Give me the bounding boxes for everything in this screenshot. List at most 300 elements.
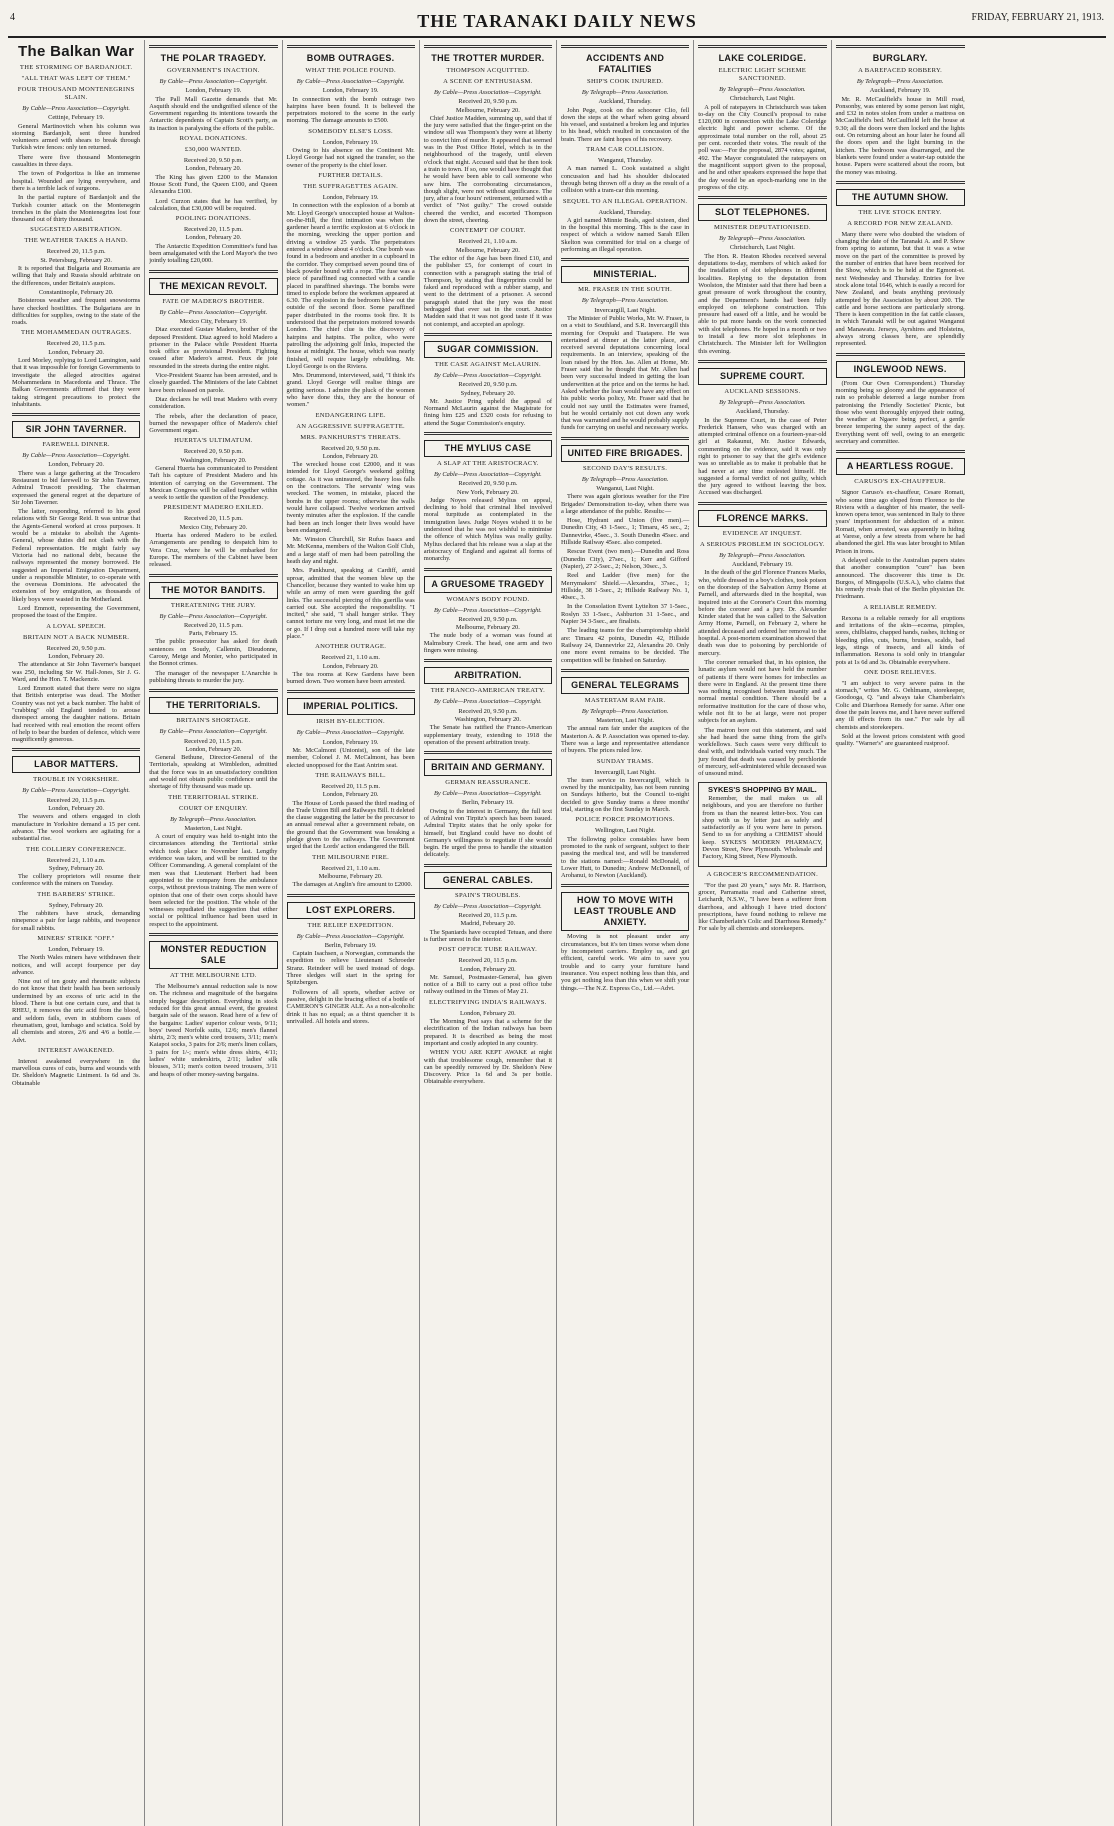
subheadline: FOUR THOUSAND MONTENEGRINS SLAIN. [17,86,135,101]
article-paragraph: The editor of the Age has been fined £10, and the publisher £5, for contempt of court in connection with a paragraph stating the trial of Thompson, by stating that fingerprints could be faked and reproduced with a rubber stamp, and went to the detriment of a prisoner. A second paragraph stated that the jury was the most bedragged that ever sat in the court. Justice Madden said that it was not good taste if it was not contempt, and accepted an apology. [423,254,552,328]
subheadline: PRESIDENT MADERO EXILED. [163,504,264,512]
article-paragraph: The tram service in Invercargill, which is owned by the municipality, has not been running on Sundays hitherto, but the Council to-night decided to give Sunday trams a three months' trial, starting on the first Sunday in March. [561,776,690,814]
dateline: Received 20, 11.5 p.m. [46,796,106,804]
dateline: Received 20, 11.5 p.m. [183,515,243,523]
issue-date: FRIDAY, FEBRUARY 21, 1913. [971,12,1104,23]
dateline: St. Petersburg, February 20. [40,256,112,264]
column-rule [424,432,552,435]
subheadline: GOVERNMENT'S INACTION. [166,67,260,74]
article-paragraph: Many there were who doubted the wisdom of changing the date of the Taranaki A. and P. Show from spring to autumn, but that it was a wise move on the part of the committee is proved by the number of entries that have been received for the Show, which is to be held at the Egmont-st. next Wednesday and Thursday. Entries for live stock alone total 1646, which is easily a record for New Zealand, and beats anything previously attempted by the Association by about 200. The cattle and horse sections are particularly strong. There is keen competition in the fat cattle classes, in which Taranaki will be out against Wanganui and Manawatu. Jerseys, Ayrshires and Holsteins, always strong classes here, are splendidly represented. [835,230,965,348]
article-paragraph: Mr. Winston Churchill, Sir Rufus Isaacs and Mr. McKenna, members of the Walton Golf Club, and a large staff of men had been patrolling the heath day and night. [286,536,415,566]
dateline: London, February 20. [322,452,379,460]
byline: By Cable—Press Association—Copyright. [22,452,130,460]
article-headline: ARBITRATION. [424,667,552,684]
byline: By Telegraph—Press Association. [581,89,669,96]
article-paragraph: "I am subject to very severe pains in the stomach," writes Mr. G. Oehlmann, storekeeper, Goodooga, Q. "and always take Chamberlain's Colic and Diarrhoea Remedy for same. After one dose the pain leaves me, and I have never suffered any ill effects from its use." For sale by all chemists and storekeepers. [835,679,965,731]
subheadline: THE SUFFRAGETTES AGAIN. [303,182,399,190]
dateline: London, February 20. [322,791,379,799]
article-paragraph: A man named L. Cook sustained a slight concussion and had his shoulder dislocated through being thrown off a dray as the result of a collision with a tram-car this morning. [561,165,690,195]
article-paragraph: Mrs. Pankhurst, speaking at Cardiff, amid uproar, admitted that the women blew up the Chancellor, because they wanted to wake him up while an army of men were guarding the golf links. The successful piercing of this guerilla was carried out. She accepted the responsibility. "I incited," she said, "I shall hunger strike. They cannot torture me very long, and must let me die or go. If I drop out a hundred more will take my place." [286,567,415,640]
subheadline: TROUBLE IN YORKSHIRE. [33,776,120,784]
article-paragraph: A court of enquiry was held to-night into the circumstances attending the Territorial strike which took place in November last. Lengthy evidence was taken, and will be remitted to the Officer Commanding. A general complaint of the men was that Lieutenant Herbert had been appointed to the company from the ambulance corps, without previous training. The men were of opinion that one of their own corps should have been selected for the position. The whole of the witnesses repudiated the suggestion that either social or political influence had been used in respect to the appointment. [149,833,278,928]
article-paragraph: Rexona is a reliable remedy for all eruptions and irritations of the skin—eczema, pimples, sores, chilblains, chapped hands, rashes, itching or bleeding piles, cuts, burns, bruises, scalds, bad legs, stings of insects, and all kinds of inflammation. Rexona is sold only in triangular pots at 1s 6d and 3s. Obtainable everywhere. [835,614,965,666]
column-rule [698,45,826,48]
article-headline: SUPREME COURT. [698,368,826,385]
article-paragraph: The wrecked house cost £2000, and it was intended for Lloyd George's weekend golfing cottage. As it was uninsured, the heavy loss falls on the contractors. The servants' wing was wrecked. The women, in mistake, placed the bombs in the upper rooms; otherwise the walls would have collapsed. Twelve workmen arrived twenty minutes after the explosion. If the candle had been an inch longer their lives would have been endangered. [286,461,415,534]
article-paragraph: In connection with the explosion of a bomb at Mr. Lloyd George's unoccupied house at Walton-on-the-Hill, the first intimation was when the gardener heard a terrific explosion at 6 o'clock in the morning, wrecking the upper portion and driving a window 25 yards. The perpetrators entered a window about 4 o'clock. One bomb was found in a bedroom and another in a cupboard in the corridor. They comprised seven pound tins of black powder bound with a rope. The fuse was a piece of paraffined rag connected with a candle placed in paraffined shavings. The bombs were timed to explode before the workmen appeared at 6.30. The explosion in the bedroom blew out the outside of the second floor. Some paraffined paper distributed in the rooms took fire. It is understood that the perpetrators motored towards London. The chief clue is the discovery of hairpins and hatpins. The police, who were patrolling the adjoining golf links, inspected the house at midnight. The house, which was nearly finished, will require largely rebuilding. Mr. Lloyd George is on the Riviera. [286,202,415,370]
article-paragraph: Rescue Event (two men).—Dunedin and Ross (Dunedin City), 27sec., 1; Kerr and Gifford (Napier), 27 2-5sec., 2; Nelson, 30sec., 3. [561,548,690,570]
dateline: Berlin, February 19. [324,941,377,949]
dateline: London, February 19. [322,738,379,746]
byline: By Telegraph—Press Association. [719,551,806,559]
subheadline: SUNDAY TRAMS. [596,757,654,765]
dateline: Invercargill, Last Night. [594,768,656,776]
article-headline: LOST EXPLORERS. [287,902,415,919]
column-rule [836,450,965,453]
dateline: Received 20, 9.50 p.m. [183,448,243,456]
article-headline: THE TROTTER MURDER. [431,53,545,63]
dateline: Cettinje, February 19. [48,114,105,122]
dateline: Auckland, Thursday. [598,208,652,216]
byline: By Cable—Press Association—Copyright. [159,78,268,85]
column-rule [12,413,140,416]
byline: By Telegraph—Press Association. [719,235,806,243]
column-6 [694,40,831,1826]
subheadline: BRITAIN'S SHORTAGE. [176,717,251,725]
article-paragraph: The House of Lords passed the third reading of the Trade Union Bill and Railways Bill. It deleted the clause suggesting the latter be the precursor to an annual renewal after a government rebate, on the ground that the Government was breaking a pledge given to the railways. The Government urged that the Lords' action endangered the Bill. [286,799,415,851]
column-7 [832,40,969,1826]
subheadline: FURTHER DETAILS. [318,171,383,179]
subheadline: ELECTRIC LIGHT SCHEME SANCTIONED. [718,67,807,82]
dateline: Received 20, 9.50 p.m. [458,480,518,488]
dateline: Paris, February 15. [189,630,238,638]
article-paragraph: In connection with the bomb outrage two hairpins have been found. It is believed the perpetrators motored to the scene in the early morning. The damage amounts to £500. [286,95,415,125]
subheadline: A BAREFACED ROBBERY. [858,67,943,74]
article-paragraph: In the Supreme Court, in the case of Peter Frederick Hansen, who was charged with an attempted criminal offence on a fourteen-year-old girl at Rakaunui, Mr. Justice Edwards, commenting on the evidence, said it was only right to prisoner to say that the girl's evidence was so unreliable as to make it probable that he had never at any time molested himself. He suggested a formal verdict of not guilty, which the jury agreed to without leaving the box. Accused was discharged. [698,416,827,497]
article-paragraph: Signor Caruso's ex-chauffeur, Cesare Romati, who some time ago eloped from Florence to the Riviera with a daughter of his master, the well-known opera tenor, was sentenced in Italy to three years' imprisonment for abduction of a minor. Romati, when arrested, was apparently in hiding at Varese, only a few streets from where he had abandoned the girl. His was later brought to Milan Prison in irons. [835,489,965,555]
article-paragraph: The Morning Post says that a scheme for the electrification of the Indian railways has been prepared. It is described as being the most important and costly adopted in any country. [423,1018,552,1047]
byline: By Telegraph—Press Association. [581,475,669,483]
subheadline: POLICE FORCE PROMOTIONS. [575,816,675,824]
dateline: Received 20, 11.5 p.m. [458,912,518,920]
byline: By Telegraph—Press Association. [719,398,806,406]
article-headline: LABOR MATTERS. [12,756,140,773]
article-paragraph: General Martinovitch when his column was storming Bardanjolt, sent three hundred volunteers armed with shears to break through Turkish wire fences: only ten returned. [12,122,141,152]
article-paragraph: The coroner remarked that, in his opinion, the lunatic asylum would not have held the number of patients if there were homes for imbeciles as there were in England. At the present time there was nothing recognised between insanity and a normal mental condition. There should be a reformative institution for the care of those who, while not fit to be at large, were not proper subjects for an asylum. [698,658,827,725]
dateline: London, February 19. [48,945,104,953]
subheadline: MINERS' STRIKE "OFF." [37,934,115,942]
column-rule [698,196,826,199]
subheadline: A SERIOUS PROBLEM IN SOCIOLOGY. [699,540,825,548]
subheadline: AUCKLAND SESSIONS. [724,387,801,395]
dateline: Wanganui, Last Night. [596,484,654,492]
article-paragraph: It is reported that Bulgaria and Roumania are willing that Italy and Russia should arbitrate on the differences, under Britain's auspices. [12,265,141,287]
subheadline: IRISH BY-ELECTION. [316,718,386,726]
dateline: Received 20, 9.50 p.m. [458,707,518,715]
column-rule [424,45,552,48]
dateline: Madrid, February 20. [460,920,516,928]
dateline: London, February 19. [322,87,379,95]
article-paragraph: Diaz executed Gustav Madero, brother of the deposed President. Diaz agreed to hold Madero a prisoner in the Palace while President Huerta took office as provisional President. Fighting ceased after Madero's arrest. Feux de joie resounded in the streets during the entire night. [149,326,278,370]
column-rule [836,353,965,356]
subheadline: SPAIN'S TROUBLES. [455,891,521,899]
byline: By Cable—Press Association—Copyright. [159,308,268,316]
dateline: Constantinople, February 20. [38,288,114,296]
subheadline: WHAT THE POLICE FOUND. [305,67,396,74]
article-paragraph: Lord Emmott stated that there were no signs that British enterprise was dead. The Mother Country was not yet a back number. The habit of "crabbing" old England tended to arouse disrespect among the daughter nations. Britain had received with real emotion the recent offers of help to bear the burden of defence, which were magnificently generous. [12,685,141,744]
byline: By Cable—Press Association—Copyright. [296,78,405,85]
dateline: Received 20, 9.50 p.m. [46,644,106,652]
article-paragraph: Interest awakened everywhere in the marvellous cures of cuts, burns and wounds with Dr. Sheldon's Magnetic Liniment. Is 6d and 3s. Obtainable [12,1057,141,1087]
subheadline: ELECTRIFYING INDIA'S RAILWAYS. [429,998,547,1006]
dateline: Melbourne, February 20. [318,872,383,880]
column-5 [557,40,694,1826]
byline: By Cable—Press Association—Copyright. [159,612,268,620]
dateline: Received 20, 11.5 p.m. [458,957,518,965]
subheadline: A RECORD FOR NEW ZEALAND. [847,219,953,227]
dateline: London, February 19. [322,138,379,146]
article-paragraph: Lord Emmott, representing the Government, proposed the toast of the Empire. [12,605,141,620]
article-headline: FLORENCE MARKS. [698,510,826,527]
column-rule [149,689,277,692]
column-3 [283,40,420,1826]
column-rule [12,748,140,751]
subheadline: THOMPSON ACQUITTED. [446,67,530,74]
column-rule [424,333,552,336]
dateline: Received 21, 1.10 a.m. [321,864,380,872]
subheadline: AN AGGRESSIVE SUFFRAGETTE. [296,422,405,430]
dateline: Received 20, 11.5 p.m. [183,737,243,745]
column-rule [149,574,277,577]
subheadline: THE RAILWAYS BILL. [315,771,387,779]
byline: By Cable—Press Association—Copyright. [22,787,130,795]
advertisement [698,782,826,867]
dateline: Christchurch, Last Night. [729,95,795,103]
subheadline: A LOYAL SPEECH. [46,622,106,630]
article-paragraph: A poll of ratepayers in Christchurch was taken to-day on the City Council's proposal to raise £120,000 in connection with the Lake Coleridge electric light and power scheme. Of the approximate total number on the roll, about 25 per cent. recorded their votes. The result of the poll was:—For the proposal, 2874 votes; against, 492. The Mayor congratulated the ratepayers on the magnificent support given to the proposal, and he and other speakers expressed the hope that the day would be an epoch-marking one in the progress of the city. [698,103,827,191]
dateline: Masterton, Last Night. [184,824,243,832]
subheadline: AT THE MELBOURNE LTD. [169,972,257,980]
article-paragraph: In the partial rupture of Bardanjolt and the Turkish counter attack on the Montenegrin trenches in the plain the Montenegrins lost four thousand out of thirty thousand. [12,194,141,224]
subheadline: "ALL THAT WAS LEFT OF THEM." [21,75,131,82]
column-rule [149,933,277,936]
subheadline: £30,000 WANTED. [184,146,242,154]
article-paragraph: Lord Morley, replying to Lord Lamington, said that it was impossible for foreign Governments to investigate the alleged atrocities against Mohammedans in Macedonia and Thrace. The Balkan Governments affirmed that they were taking stringent precautions to protect the inhabitants. [12,357,141,408]
column-4 [420,40,557,1826]
dateline: Masterton, Last Night. [596,717,655,725]
dateline: Received 20, 11.5 p.m. [46,248,106,256]
byline: By Cable—Press Association—Copyright. [433,606,542,614]
dateline: Auckland, Thursday. [735,408,789,416]
dateline: Mexico City, February 20. [179,523,248,531]
article-paragraph: Captain Isachsen, a Norwegian, commands the expedition to relieve Lieutenant Schroeder Stranz. Reindeer will be used instead of dogs. Three sledges will start in the spring for Spitzbergen. [286,950,415,987]
column-rule [561,884,689,887]
article-headline: THE MOTOR BANDITS. [149,582,277,599]
article-headline: THE MYLIUS CASE [424,440,552,457]
article-headline: INGLEWOOD NEWS. [836,361,965,378]
byline: By Cable—Press Association—Copyright. [296,932,405,940]
subheadline: INTEREST AWAKENED. [38,1046,115,1054]
masthead [8,6,1106,38]
dateline: Auckland, Thursday. [598,98,652,106]
article-paragraph: Sold at the lowest prices consistent with good quality. "Warner's" are guaranteed rustproof. [835,732,965,748]
subheadline: THE WEATHER TAKES A HAND. [24,237,128,245]
article-paragraph: The North Wales miners have withdrawn their notices, and will accept fourpence per day advance. [12,954,141,976]
dateline: London, February 20. [185,745,242,753]
article-headline: THE MEXICAN REVOLT. [149,278,277,295]
subheadline: ROYAL DONATIONS. [179,135,248,143]
dateline: London, February 20. [460,965,516,973]
byline: By Cable—Press Association—Copyright. [433,371,542,379]
dateline: New York, February 20. [456,488,519,496]
dateline: Mexico City, February 19. [179,317,248,325]
subheadline: COURT OF ENQUIRY. [178,804,248,812]
article-paragraph: The annual ram fair under the auspices of the Masterton A. & P. Association was opened to-day. There was a large and representative attendance of buyers. The prices ruled low. [561,725,690,755]
byline: By Telegraph—Press Association. [581,297,669,305]
dateline: Received 20, 11.5 p.m. [183,226,243,234]
article-headline: SLOT TELEPHONES. [698,204,826,221]
article-paragraph: The nude body of a woman was found at Malmsbury Creek. The head, one arm and two fingers were missing. [423,632,552,655]
subheadline: FATE OF MADERO'S BROTHER. [162,297,265,305]
article-paragraph: Owing to his absence on the Continent Mr. Lloyd George had not signed the transfer, so the owner of the property is the chief loser. [286,147,415,169]
column-1 [8,40,145,1826]
subheadline: A GROCER'S RECOMMENDATION. [706,870,819,878]
article-paragraph: Lord Curzon states that he has verified, by calculation, that £30,000 will be required. [149,197,278,212]
dateline: London, February 20. [185,165,242,173]
article-headline: BURGLARY. [872,53,928,63]
article-paragraph: Judge Noyes released Mylius on appeal, declining to hold that criminal libel involved moral turpitude as contemplated in the immigration laws. Judge Noyes wished it to be understood that he was not wishful to minimise the offence of which Mylius was really guilty. Mylius declared that his release was a slap at the aristocracy of England and against all forms of monarchy. [423,496,552,563]
article-paragraph: There were five thousand Montenegrin casualties in three days. [12,153,141,169]
subheadline: THREATENING THE JURY. [170,601,256,609]
article-paragraph: Mr. McCalmont (Unionist), son of the late member, Colonel J. M. McCalmont, has been elected unopposed for the East Antrim seat. [286,747,415,769]
page-number: 4 [10,12,15,23]
dateline: Received 20, 9.50 p.m. [458,98,518,106]
column-rule [149,270,277,273]
article-paragraph: Reel and Ladder (five men) for the Merrymakers' Shield.—Alexandra, 37sec., 1; Hillside, 38 1-5sec., 2; Hillside Railway No. 1, 40sec., 3. [561,572,690,602]
subheadline: GERMAN REASSURANCE. [445,779,531,787]
article-paragraph: The Hon. R. Heaton Rhodes received several deputations to-day, members of which asked for the installation of slot telephones in different localities. Replying to the deputation from Woolston, the Minister said that there had been a great pressure of work throughout the country, and the Department's hands had been fully employed on telephone construction. This pressure had eased off a little, and he would be able to put more hands on the work connected with slot telephones. He hoped in a month or two to install a few more slot telephones in Christchurch. The Minister left for Wellington this evening. [698,252,827,355]
dateline: Melbourne, February 20. [455,106,520,114]
article-headline: MINISTERIAL. [561,266,689,283]
article-paragraph: The latter, responding, referred to his good relations with Sir George Reid. It was untrue that the Agents-General worked at cross purposes. It would be a mistake to abolish the Agents-General, whose duties did not clash with the Federal representation. He might fairly say Victoria had no national debt, because the railways represented the money borrowed. He suggested an Imperial Emigration Department, under a responsible Minister, to co-operate with the overseas Dominions. He advocated the extension of boy emigration, as thousands of likely boys were wasted in the Motherland. [12,508,141,603]
article-paragraph: Diaz declares he will treat Madero with every consideration. [149,395,278,411]
byline: By Telegraph—Press Association. [170,815,257,823]
article-paragraph: Mr. R. McCaulfield's house in Mill road, Ponsonby, was entered by some person last night, and £32 in notes stolen from under a mattress on McCaulfield's bed. McCaulfield left the house at 9.30; all the doors were then locked and the lights out. On returning about an hour later he found all the doors open and the light burning in the kitchen. The bedroom was disarranged, and the blankets were found under a water-tap outside the house. Papers were scattered about the room, but the money was missing. [835,95,965,176]
subheadline: A SCENE OF ENTHUSIASM. [443,78,533,85]
dateline: Received 21, 1.10 a.m. [321,654,380,662]
article-paragraph: The Antarctic Expedition Committee's fund has been amalgamated with the Lord Mayor's the two jointly totalling £20,000. [149,242,278,265]
column-rule [561,45,689,48]
article-headline: BOMB OUTRAGES. [306,53,395,63]
article-paragraph: General Huerta has communicated to President Taft his capture of President Madero and his intention of carrying on the Government. The Mexican Congress will be called together within a week to settle the question of the Presidency. [149,464,278,502]
article-paragraph: In the death of the girl Florence Frances Marks, who, while dressed in a boy's clothes, took poison on the doorstep of the Salvation Army Home at Parnell, and afterwards died in the hospital, was inquired into at the Coroner's Court this morning before the coroner and a jury. Dr. Alexander Kinder stated that he was called to the Salvation Army Home, Parnell, on February 2, where he attended deceased and ordered her removal to the hospital. A post-mortem examination showed that death was due to poisoning by perchloride of mercury. [698,569,827,657]
column-2 [145,40,282,1826]
article-paragraph: The King has given £200 to the Mansion House Scott Fund, the Queen £100, and Queen Alexandra £100. [149,173,278,196]
byline: By Cable—Press Association—Copyright. [433,698,542,706]
article-paragraph: The public prosecutor has asked for death sentences on Soudy, Callemin, Dieudonne, Carouy, Metge and Monier, who participated in the Bonnot crimes. [149,638,278,668]
subheadline: HUERTA'S ULTIMATUM. [174,437,253,445]
dateline: Received 20, 9.50 p.m. [458,615,518,623]
article-paragraph: (From Our Own Correspondent.) Thursday morning being so gloomy and the appearance of rain so probable deterred a large number from patronising the Friendly Societies' Picnic, but those who went thoroughly enjoyed their outing, the weather at Ngaere being perfect, a gentle breeze tempering the sunny aspect of the day. Everything went off well, owing to an energetic secretary and committee. [835,379,965,445]
article-headline: UNITED FIRE BRIGADES. [561,445,689,462]
column-rule [287,45,415,48]
article-paragraph: Moving is not pleasant under any circumstances, but it's ten times worse when done by incompetent carriers. Employ us, and get efficient, careful work. We aim to save you trouble and to carry your furniture hand insurance. You expect nothing less than this, and you get nothing less than this when we shift your things.—The N.Z. Express Co., Ltd.—Advt. [561,933,690,992]
dateline: London, February 20. [48,348,104,356]
subheadline: MRS. PANKHURST'S THREATS. [300,433,401,441]
subheadline: THE BARBERS' STRIKE. [37,890,116,898]
subheadline: SECOND DAY'S RESULTS. [583,464,668,472]
subheadline: MASTERTAM RAM FAIR. [584,696,666,704]
article-paragraph: There was again glorious weather for the Fire Brigades' Demonstration to-day, when there was a large attendance of the public. Results:— [561,493,690,515]
article-headline: GENERAL CABLES. [424,872,552,889]
article-paragraph: The manager of the newspaper L'Anarchie is publishing threats to murder the jury. [149,669,278,684]
column-rule [424,568,552,571]
dateline: Melbourne, February 20. [455,624,520,632]
subheadline: THE CASE AGAINST McLAURIN. [434,360,541,368]
dateline: Melbourne, February 20. [455,246,520,254]
dateline: Auckland, February 19. [732,561,793,569]
subheadline: ANOTHER OUTRAGE. [315,643,387,651]
subheadline: THE FRANCO-AMERICAN TREATY. [430,687,546,695]
subheadline: THE MILBOURNE FIRE. [312,853,390,861]
article-headline: SUGAR COMMISSION. [424,341,552,358]
dateline: Washington, February 20. [180,456,247,464]
byline: By Cable—Press Association—Copyright. [159,728,268,736]
article-paragraph: Mr. Justice Pring upheld the appeal of Normand McLaurin against the Magistrate for fining him £25 and £320 costs for refusing to attend the Sugar Commission's enquiry. [423,397,552,427]
dateline: London, February 19. [322,193,379,201]
article-headline: THE TERRITORIALS. [149,697,277,714]
article-paragraph: There was a large gathering at the Trocadero Restaurant to bid farewell to Sir John Taverner, Admiral Truscott presiding. The chairman expressed the general regret at the departure of Sir John Taverner. [12,469,141,506]
dateline: Received 20, 11.5 p.m. [46,340,106,348]
subheadline: A RELIABLE REMEDY. [863,603,937,611]
subheadline: THE COLLIERY CONFERENCE. [26,845,127,853]
article-paragraph: Followers of all sports, whether active or passive, delight in the bracing effect of a bottle of CAMERON'S GINGER ALE. As a non-alcoholic drink it has no equal; as a thirst quencher it is unrivalled. All hotels and stores. [286,988,415,1025]
dateline: Received 20, 9.50 p.m. [321,444,381,452]
advert-text: Remember, the mail makes us all neighbours, and you are therefore no further from us than the nearest letter-box. You can shop with us by letter just as safely and satisfactorily as if you were here in person. Send to us for anything a CHEMIST should keep. SYKES'S MODERN PHARMACY, Devon Street, New Plymouth. Wholesale and Factory, King Street, New Plymouth. [702,794,823,861]
newspaper-title: THE TARANAKI DAILY NEWS [417,10,697,31]
column-rule [424,864,552,867]
subheadline: CARUSO'S EX-CHAUFFEUR. [854,478,946,486]
subheadline: SUGGESTED ARBITRATION. [30,226,123,234]
subheadline: THE STORMING OF BARDANJOLT. [19,64,133,71]
subheadline: THE RELIEF EXPEDITION. [307,921,394,929]
article-headline: GENERAL TELEGRAMS [561,677,689,694]
byline: By Cable—Press Association—Copyright. [433,470,542,478]
column-rule [561,437,689,440]
article-headline: A HEARTLESS ROGUE. [836,458,965,475]
article-paragraph: The Senate has ratified the Franco-American supplementary treaty, extending to 1918 the operation of the present arbitration treaty. [423,724,552,746]
article-paragraph: Nine out of ten gouty and rheumatic subjects do not know that their health has been seriously undermined by an excess of uric acid in the blood. There is but one certain cure, and that is RHEU, it removes the uric acid from the blood, and seldom fails, even in stubborn cases of rheumatism, gout, lumbago and sciatica. Sold by all chemists and stores, 2/6 and 4/6 a bottle.—Advt. [12,978,141,1044]
dateline: Christchurch, Last Night. [729,244,795,252]
subheadline: A SLAP AT THE ARISTOCRACY. [436,459,539,467]
subheadline: EVIDENCE AT INQUEST. [722,529,802,537]
column-grid [8,40,1106,1826]
subheadline: THE LIVE STOCK ENTRY. [858,208,942,216]
column-rule [149,45,277,48]
dateline: London, February 20. [48,652,104,660]
dateline: Berlin, February 19. [461,799,514,807]
article-paragraph: The matron bore out this statement, and said she had heard the same thing from the girl's workfellows. Such cases were very difficult to deal with, and individuals varied very much. The jury found that death was caused by perchloride of mercury, self-administered while deceased was of unsound mind. [698,726,827,778]
article-headline: THE AUTUMN SHOW. [836,189,965,206]
article-paragraph: The damages at Anglin's fire amount to £2000. [292,881,413,889]
dateline: Sydney, February 20. [48,901,104,909]
subheadline: SHIP'S COOK INJURED. [587,78,664,85]
article-paragraph: General Bethune, Director-General of the Territorials, speaking at Wimbledon, admitted that the force was in an unsatisfactory condition and would not obtain public confidence until the shortage of fifty thousand was made up. [149,754,278,791]
dateline: Received 20, 11.5 p.m. [183,621,243,629]
byline: By Telegraph—Press Association. [581,707,669,715]
subheadline: SEQUEL TO AN ILLEGAL OPERATION. [562,197,688,205]
article-headline: ACCIDENTS AND FATALITIES [586,53,665,74]
subheadline: BRITAIN NOT A BACK NUMBER. [23,633,130,641]
subheadline: POST OFFICE TUBE RAILWAY. [438,946,538,954]
article-paragraph: Vice-President Suarez has been arrested, and is closely guarded. The Ministers of the late Cabinet have been released on parole. [149,372,278,394]
dateline: Wellington, Last Night. [595,827,656,835]
column-rule [561,258,689,261]
article-paragraph: A girl named Minnie Beals, aged sixteen, died in the hospital this morning. This is the case in respect of which a widow named Sarah Ellen Skelton was committed for trial on a charge of performing an illegal operation. [561,216,690,254]
byline: By Telegraph—Press Association. [856,78,944,85]
dateline: London, February 20. [185,234,242,242]
article-paragraph: Mr. Samuel, Postmaster-General, has given notice of a Bill to carry out a post office tube railway outlined in the Times of May 21. [423,973,552,996]
dateline: Received 20, 9.50 p.m. [183,157,243,165]
article-paragraph: The rabbiters have struck, demanding ninepence a pair for large rabbits, and twopence for small rabbits. [12,910,141,932]
article-headline: A GRUESOME TRAGEDY [424,576,552,593]
article-paragraph: The Melbourne's annual reduction sale is now on. The richness and magnitude of the bargains simply beggar description. Everything in stock reduced for this great annual event, the greatest bargain sale of the season. Read here of a few of the bargains: Ladies' superior colour vests, 9/11; boys' tweed Norfolk suits, 12/6; men's flannel shirts, 2/3; men's white cord trousers, 3/11; men's Kaiapoi socks, 3 pairs for 2/6; men's linen collars, 3 pairs for 1/-; men's white dress shirts, 4/11; ladies' white underskirts, 2/11; ladies' silk blouses, 3/11; men's cotton tweed trousers, 3/11 and heaps of other money-saving bargains. [149,983,278,1078]
article-paragraph: The following police constables have been promoted to the rank of sergeant, subject to their passing the medical test, and will be transferred to the stations named:—Ronald McDonald, of Lower Hutt, to Dunedin; Andrew McDonnell, of Arohanui, to Newton (Auckland). [561,835,690,880]
article-paragraph: The tea rooms at Kew Gardens have been burned down. Two women have been arrested. [286,670,415,686]
column-rule [424,751,552,754]
subheadline: FAREWELL DINNER. [42,441,110,449]
dateline: London, February 20. [48,461,104,469]
subheadline: WOMAN'S BODY FOUND. [446,595,530,603]
article-paragraph: WHEN YOU ARE KEPT AWAKE at night with that troublesome cough, remember that it can be speedily removed by Dr. Sheldon's New Discovery. Price 1s 6d and 3s per bottle. Obtainable everywhere. [423,1049,552,1086]
byline: By Telegraph—Press Association. [719,86,806,93]
subheadline: CONTEMPT OF COURT. [450,227,526,235]
advert-heading: SYKES'S SHOPPING BY MAIL. [708,784,817,794]
dateline: Washington, February 20. [454,715,521,723]
byline: By Cable—Press Association—Copyright. [433,902,542,910]
subheadline: THE MOHAMMEDAN OUTRAGES. [20,329,132,337]
byline: By Cable—Press Association—Copyright. [22,105,130,112]
dateline: Invercargill, Last Night. [594,306,656,314]
column-rule [424,659,552,662]
dateline: London, February 20. [460,1009,516,1017]
article-headline: MONSTER REDUCTION SALE [149,941,277,969]
column-rule [836,181,965,184]
dateline: London, February 20. [48,805,104,813]
column-rule [698,502,826,505]
subheadline: TRAM CAR COLLISION. [586,146,665,154]
column-rule [287,894,415,897]
article-paragraph: The Spaniards have occupied Tetuan, and there is further unrest in the interior. [423,928,552,943]
article-headline: LAKE COLERIDGE. [718,53,807,63]
subheadline: SOMEBODY ELSE'S LOSS. [308,127,393,135]
dateline: Auckland, February 19. [869,87,931,95]
dateline: Received 20, 11.5 p.m. [321,782,381,790]
subheadline: MINISTER DEPUTATIONISED. [713,224,811,232]
article-paragraph: John Pege, cook on the schooner Clio, fell down the steps at the wharf when going aboard his vessel, and sustained a broken leg and injuries to his head, which resulted in concussion of the brain. There are faint hopes of his recovery. [561,106,690,143]
dateline: Received 21, 1.10 a.m. [458,238,518,246]
article-paragraph: Chief Justice Madden, summing up, said that if the jury were satisfied that the finger-print on the window sill was Thompson's they were at liberty to convict him of murder. It appeared that seemed was in the Post Office Hotel, which is in the neighbourhood of the tragedy, until eleven o'clock that night. Accused said that he then took a train to town. If so, one would have thought that he would have been able to call someone who saw him. The corroborating circumstances, though slight, were not without significance. The jury, after a four hours' retirement, returned with a verdict of "Not guilty." The crowd outside cheered the verdict, and escorted Thompson down the street, cheering. [423,114,552,225]
dateline: Received 20, 9.50 p.m. [458,381,518,389]
byline: By Cable—Press Association—Copyright. [296,729,405,737]
column-rule [836,45,965,48]
dateline: London, February 20. [322,662,379,670]
dateline: Received 21, 1.10 a.m. [46,856,106,864]
dateline: Wanganui, Thursday. [598,157,653,165]
article-paragraph: The weavers and others engaged in cloth manufacture in Yorkshire demand a 15 per cent. advance. The wool workers are agitating for a substantial rise. [12,813,141,843]
subheadline: ONE DOSE RELIEVES. [864,668,937,676]
article-headline: THE POLAR TRAGEDY. [160,53,267,63]
